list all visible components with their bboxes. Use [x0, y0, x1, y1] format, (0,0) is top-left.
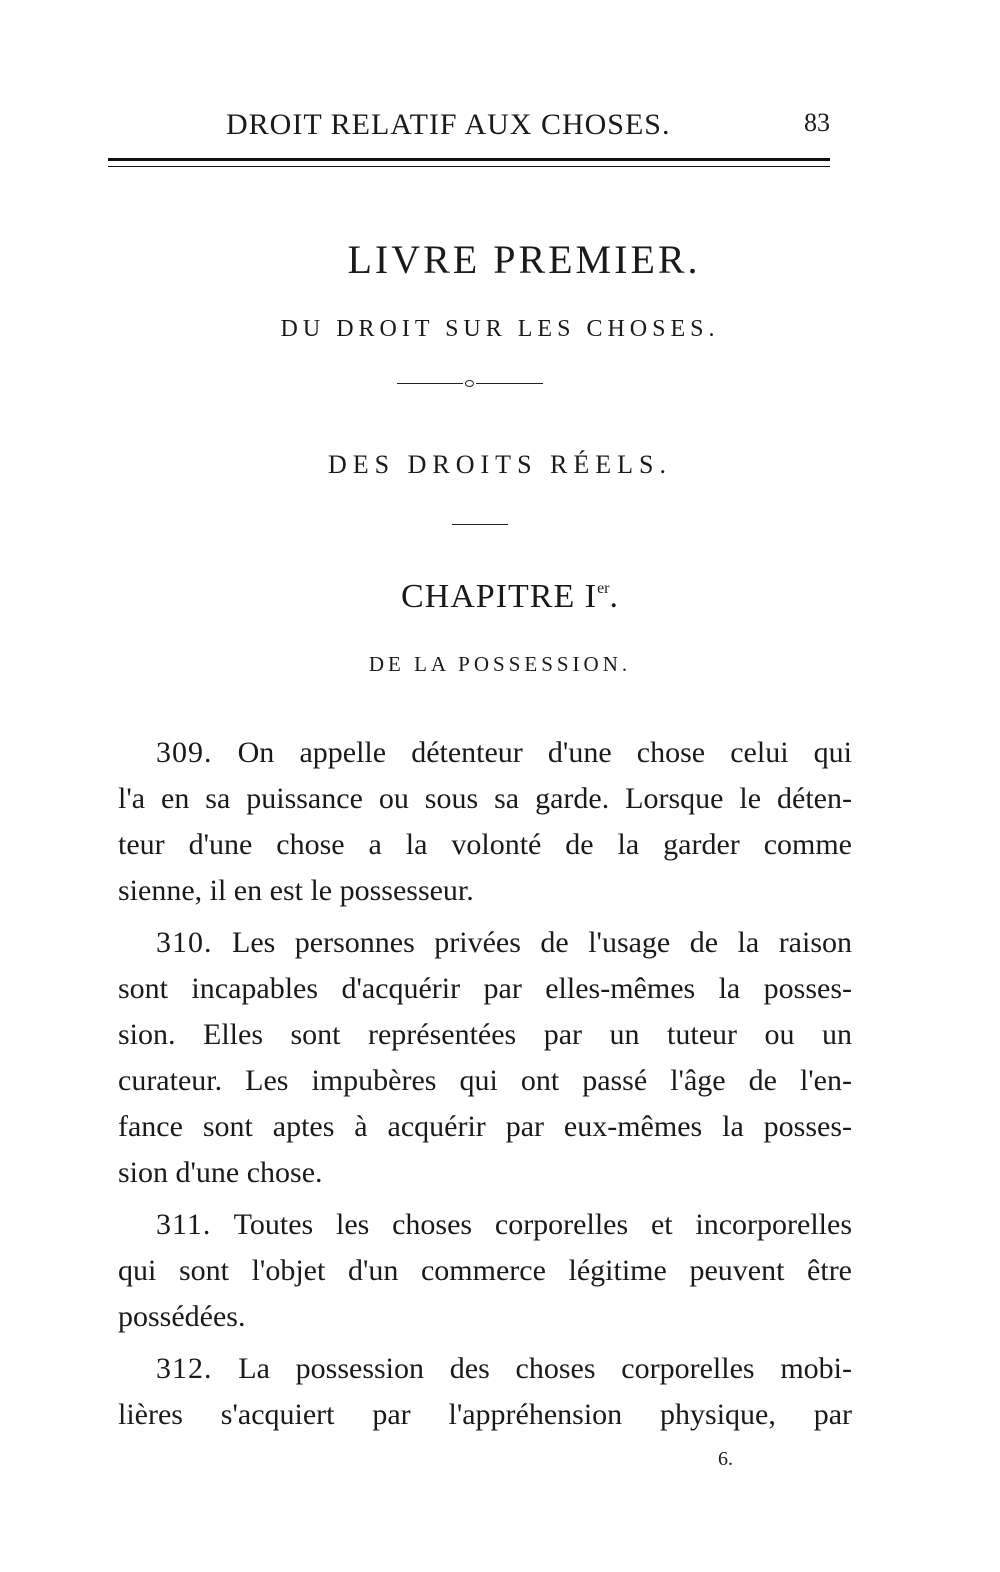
paragraph-309-line-3: teur d'une chose a la volonté de la garder comme — [118, 828, 852, 861]
paragraph-number: 310. — [156, 926, 213, 959]
page-number: 83 — [804, 108, 830, 137]
paragraph-number: 311. — [156, 1208, 212, 1241]
paragraph-310-line-3: sion. Elles sont représentées par un tuteur ou un — [118, 1018, 852, 1051]
paragraph-309-line-4: sienne, il en est le possesseur. — [118, 874, 474, 907]
paragraph-311-line-2: qui sont l'objet d'un commerce légitime peuvent être — [118, 1254, 852, 1287]
book-title: LIVRE PREMIER. — [347, 237, 701, 282]
chapter-title — [0, 578, 1000, 616]
chapter-title-text: CHAPITRE I — [401, 578, 598, 615]
running-head-title: DROIT RELATIF AUX CHOSES. — [226, 108, 671, 141]
ornament-line-right — [476, 383, 543, 384]
paragraph-310-line-5: fance sont aptes à acquérir par eux-mêmes la posses- — [118, 1110, 852, 1143]
paragraph-309-line-2: l'a en sa puissance ou sous sa garde. Lorsque le déten- — [118, 782, 852, 815]
book-subtitle: DU DROIT SUR LES CHOSES. — [280, 316, 720, 342]
chapter-subtitle: DE LA POSSESSION. — [368, 652, 632, 676]
chapter-title-end: . — [609, 578, 619, 615]
chapter-title-sup: er — [597, 580, 610, 597]
section-title: DES DROITS RÉELS. — [328, 450, 672, 479]
paragraph-number: 309. — [156, 736, 213, 769]
ornament-dot — [465, 380, 474, 387]
signature-mark: 6. — [718, 1448, 733, 1470]
section-rule — [452, 524, 508, 525]
paragraph-312-line-1: 312. La possession des choses corporelles mobi- — [156, 1352, 852, 1385]
header-rule-thick — [108, 158, 830, 161]
paragraph-310-line-4: curateur. Les impubères qui ont passé l'âge de l'en- — [118, 1064, 852, 1097]
paragraph-309-line-1: 309. On appelle détenteur d'une chose celui qui — [156, 736, 852, 769]
paragraph-310-line-2: sont incapables d'acquérir par elles-mêmes la posses- — [118, 972, 852, 1005]
paragraph-312-line-2: lières s'acquiert par l'appréhension physique, par — [118, 1398, 852, 1431]
header-rule-thin — [108, 166, 830, 167]
paragraph-number: 312. — [156, 1352, 213, 1385]
paragraph-311-line-3: possédées. — [118, 1300, 246, 1333]
paragraph-310-line-6: sion d'une chose. — [118, 1156, 323, 1189]
running-head — [108, 108, 830, 148]
ornament-line-left — [397, 383, 463, 384]
paragraph-310-line-1: 310. Les personnes privées de l'usage de la raison — [156, 926, 853, 959]
paragraph-311-line-1: 311. Toutes les choses corporelles et incorporelles — [156, 1208, 852, 1241]
ornament-divider — [397, 380, 543, 388]
